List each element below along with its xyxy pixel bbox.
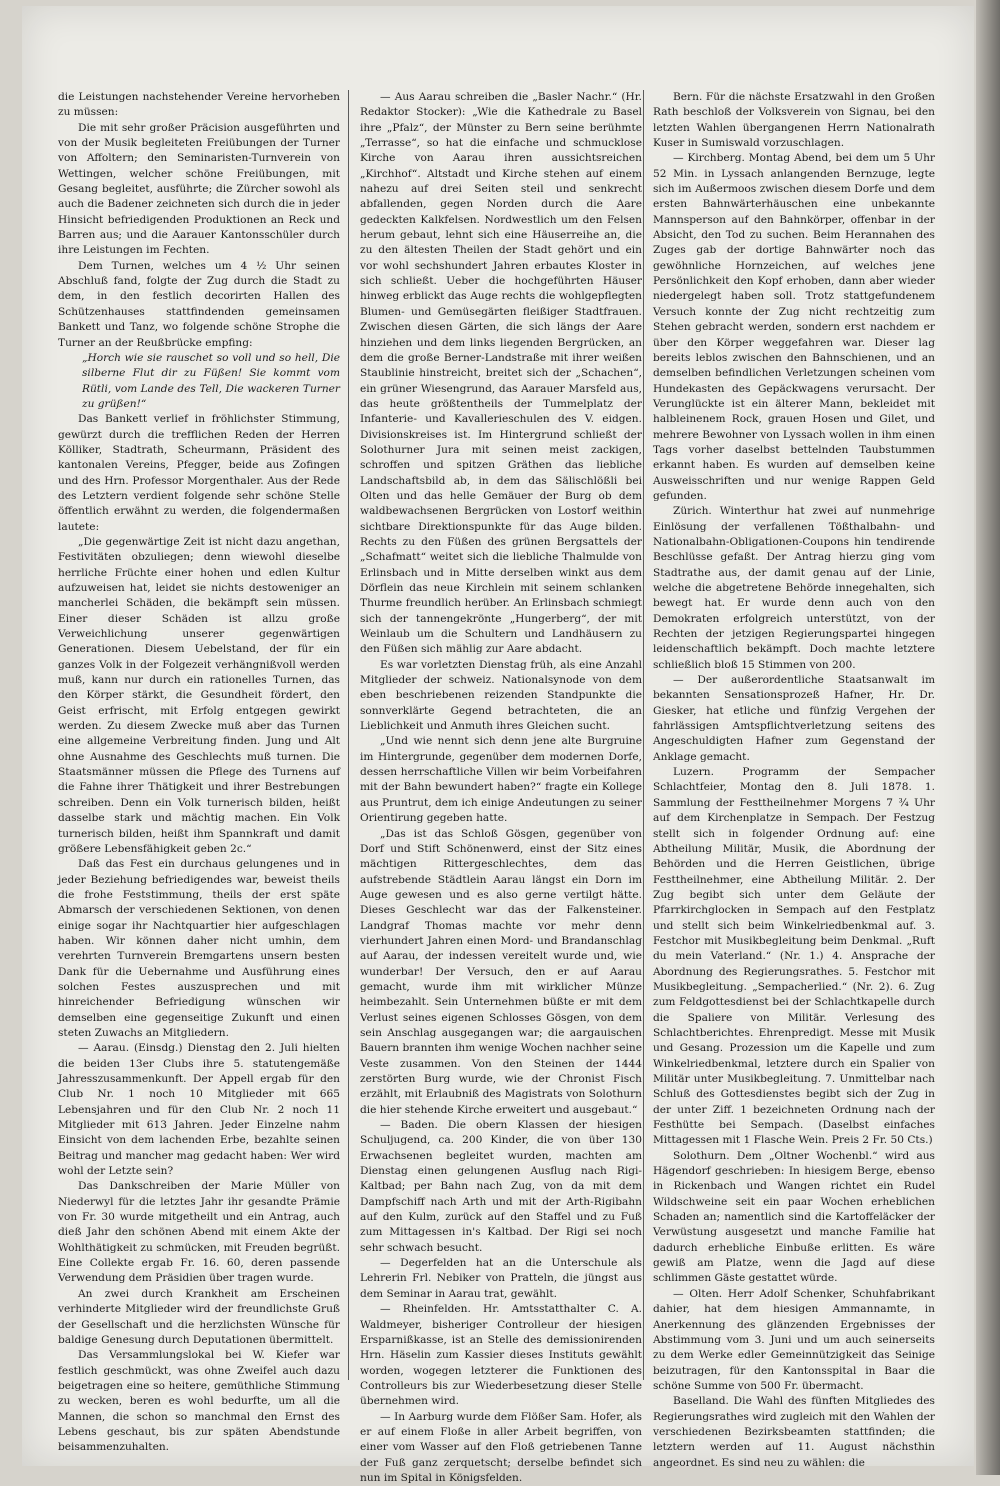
column-3	[653, 90, 935, 1469]
paragraph: — Aarau. (Einsdg.) Dienstag den 2. Juli hielten die beiden 13er Clubs ihre 5. statutengemäße Jahresszusammenkunft. Der Appell ergab für den Club Nr. 1 noch 10 Mitglieder mit 665 Lebensjahren und für den Club Nr. 2 noch 11 Mitglieder mit 613 Jahren. Jeder Einzelne nahm Einsicht von dem lachenden Erbe, bezahlte seinen Beitrag und mancher mag gedacht haben: Wer wird wohl der Letzte sein?	[58, 1042, 340, 1178]
paragraph: An zwei durch Krankheit am Erscheinen verhinderte Mitglieder wird der freundlichste Gruß der Gesellschaft und die herzlichsten Wünsche für baldige Genesung durch Deputationen übermittelt.	[58, 1287, 340, 1346]
paragraph: Das Bankett verlief in fröhlichster Stimmung, gewürzt durch die trefflichen Reden der Herren Kölliker, Stadtrath, Scheurmann, Präsident des kantonalen Vereins, Pfegger, beide aus Zofingen und des Hrn. Professor Morgenthaler. Aus der Rede des Letztern verdient folgende sehr schöne Stelle öffentlich erwähnt zu werden, die folgendermaßen lautete:	[58, 413, 340, 533]
paragraph: Luzern. Programm der Sempacher Schlachtfeier, Montag den 8. Juli 1878. 1. Sammlung der Festtheilnehmer Morgens 7 ¾ Uhr auf dem Kirchenplatze in Sempach. Der Festzug stellt sich in folgender Ordnung auf: eine Abtheilung Militär, Musik, die Abordnung der Behörden und die Herren Geistlichen, übrige Festtheilnehmer, eine Abtheilung Militär. 2. Der Zug begibt sich unter dem Geläute der Pfarrkirchglocken in Sempach auf den Festplatz und stellt sich beim Winkelriedbenkmal auf. 3. Festchor mit Musikbegleitung beim Denkmal. „Ruft du mein Vaterland.“ (Nr. 1.) 4. Ansprache der Abordnung des Regierungsrathes. 5. Festchor mit Musikbegleitung. „Sempacherlied.“ (Nr. 2). 6. Zug zum Feldgottesdienst bei der Schlachtkapelle durch die Spaliere von Militär. Verlesung des Schlachtberichtes. Ehrenpredigt. Messe mit Musik und Gesang. Prozession um die Kapelle und zum Winkelriedbenkmal, letztere durch ein Spalier von Militär unter Musikbegleitung. 7. Unmittelbar nach Schluß des Gottesdienstes begibt sich der Zug in der unter Ziff. 1 bezeichneten Ordnung nach der Festhütte bei Sempach. (Daselbst einfaches Mittagessen mit 1 Flasche Wein. Preis 2 Fr. 50 Cts.)	[653, 766, 935, 1147]
paragraph: — Rheinfelden. Hr. Amtsstatthalter C. A. Waldmeyer, bisheriger Controlleur der hiesigen Ersparnißkasse, ist an Stelle des demissionirenden Hrn. Häselin zum Kassier dieses Instituts gewählt worden, wogegen letzterer die Funktionen des Controlleurs bis zur Wiederbesetzung dieser Stelle übernehmen wird.	[360, 1303, 642, 1408]
paragraph: — In Aarburg wurde dem Flößer Sam. Hofer, als er auf einem Floße in aller Arbeit begriffen, von einer vom Wasser auf den Floß getriebenen Tanne der Fuß ganz zerquetscht; derselbe befindet sich nun im Spital in Königsfelden.	[360, 1410, 642, 1484]
paragraph: „Die gegenwärtige Zeit ist nicht dazu angethan, Festivitäten obzuliegen; denn wiewohl dieselbe herrliche Früchte einer hohen und edlen Kultur aufzuweisen hat, leidet sie nichts destoweniger an mancherlei Schäden, die bekämpft sein müssen. Einer dieser Schäden ist allzu große Verweichlichung unserer gegenwärtigen Generationen. Diesem Uebelstand, der für ein ganzes Volk in der Folgezeit verhängnißvoll werden muß, kann nur durch ein rationelles Turnen, das den Körper stärkt, die Gesundheit fördert, den Geist erfrischt, mit Erfolg entgegen gewirkt werden. Zu diesem Zwecke muß aber das Turnen eine allgemeine Verbreitung finden. Jung und Alt ohne Ausnahme des Geschlechts muß turnen. Die Staatsmänner müssen die Pflege des Turnens auf die Fahne ihrer Thätigkeit und ihrer Bestrebungen schreiben. Denn ein Volk turnerisch bilden, heißt dasselbe stark und mächtig machen. Ein Volk turnerisch bilden, heißt ihm Spannkraft und damit größere Lebensfähigkeit geben 2c.“	[58, 535, 340, 855]
column-rule	[643, 90, 644, 1380]
column-2	[360, 90, 642, 1484]
paragraph: — Kirchberg. Montag Abend, bei dem um 5 Uhr 52 Min. in Lyssach anlangenden Bernzuge, legte sich im Außermoos zwischen diesem Dorfe und dem ersten Bahnwärterhäuschen eine unbekannte Mannsperson auf den Bahnkörper, offenbar in der Absicht, den Tod zu suchen. Beim Herannahen des Zuges gab der dortige Bahnwärter noch das gewöhnliche Hornzeichen, auf welches jene Persönlichkeit den Kopf erhoben, dann aber wieder niedergelegt haben soll. Trotz stattgefundenem Versuch konnte der Zug nicht rechtzeitig zum Stehen gebracht werden, sondern erst nachdem er über den Körper weggefahren war. Dieser lag bereits leblos zwischen den Bahnschienen, und an demselben befindlichen Verletzungen scheinen vom Hundekasten des Gepäckwagens verursacht. Der Verunglückte ist ein älterer Mann, bekleidet mit halbleinenem Rock, grauen Hosen und Gilet, und mehrere Bewohner von Lyssach wollen in ihm einen Tags vorher daselbst bettelnden Taubstummen erkannt haben. Es wurden auf demselben keine Ausweisschriften und nur wenige Rappen Geld gefunden.	[653, 152, 935, 502]
paragraph: — Der außerordentliche Staatsanwalt im bekannten Sensationsprozeß Hafner, Hr. Dr. Giesker, hat etliche und fünfzig Vergehen der fahrlässigen Amtspflichtverletzung seitens des Angeschuldigten Hafner zum Gegenstand der Anklage gemacht.	[653, 674, 935, 763]
paragraph: Daß das Fest ein durchaus gelungenes und in jeder Beziehung befriedigendes war, beweist theils die frohe Feststimmung, theils der erst späte Abmarsch der verschiedenen Sektionen, von denen einige sogar ihr Nachtquartier hier aufgeschlagen haben. Wir können daher nicht umhin, dem verehrten Turnverein Bremgartens unsern besten Dank für die Uebernahme und Ausführung eines solchen Festes auszusprechen und mit hinreichender Befriedigung wünschen wir demselben eine gegenseitige Zukunft und einen steten Zuwachs an Mitgliedern.	[58, 858, 340, 1039]
paragraph: — Baden. Die obern Klassen der hiesigen Schuljugend, ca. 200 Kinder, die von über 130 Erwachsenen begleitet wurden, machten am Dienstag einen gelungenen Ausflug nach Rigi-Kaltbad; per Bahn nach Zug, von da mit dem Dampfschiff nach Arth und mit der Arth-Rigibahn auf den Kulm, zurück auf den Staffel und zu Fuß zum Mittagessen in's Kaltbad. Der Rigi sei noch sehr schwach besucht.	[360, 1119, 642, 1254]
paragraph: Es war vorletzten Dienstag früh, als eine Anzahl Mitglieder der schweiz. Nationalsynode von dem eben beschriebenen reizenden Standpunkte die sonnverklärte Gegend betrachteten, die an Lieblichkeit und Anmuth ihres Gleichen sucht.	[360, 658, 642, 733]
column-1	[58, 90, 340, 1454]
paragraph: Solothurn. Dem „Oltner Wochenbl.“ wird aus Hägendorf geschrieben: In hiesigem Berge, ebenso in Rickenbach und Wangen richtet ein Rudel Wildschweine seit ein paar Wochen erheblichen Schaden an; namentlich sind die Kartoffeläcker der Verwüstung ausgesetzt und manche Familie hat dadurch erhebliche Einbuße erlitten. Es wäre gewiß am Platze, wenn die Jagd auf diese schlimmen Gäste gestattet würde.	[653, 1149, 935, 1285]
paragraph: Zürich. Winterthur hat zwei auf nunmehrige Einlösung der verfallenen Tößthalbahn- und Nationalbahn-Obligationen-Coupons hin tendirende Beschlüsse gefaßt. Der Antrag hierzu ging vom Stadtrathe aus, der damit genau auf der Linie, welche die abgetretene Behörde innegehalten, sich bewegt hat. Er wurde denn auch von den Demokraten erfolgreich unterstützt, von der Rechten der jetzigen Regierungspartei hingegen leidenschaftlich bekämpft. Doch machte letztere schließlich bloß 15 Stimmen von 200.	[653, 505, 935, 671]
paragraph: Dem Turnen, welches um 4 ½ Uhr seinen Abschluß fand, folgte der Zug durch die Stadt zu dem, in den festlich decorirten Hallen des Schützenhauses stattfindenden gemeinsamen Bankett und Tanz, wo folgende schöne Strophe die Turner an der Reußbrücke empfing:	[58, 259, 340, 349]
paragraph: — Aus Aarau schreiben die „Basler Nachr.“ (Hr. Redaktor Stocker): „Wie die Kathedrale zu Basel ihre „Pfalz“, der Münster zu Bern seine berühmte „Terrasse“, so hat die einfache und schmucklose Kirche von Aarau ihren aussichtsreichen „Kirchhof“. Altstadt und Kirche stehen auf einem nahezu auf drei Seiten steil und senkrecht abfallenden, gegen Norden durch die Aare gedeckten Kalkfelsen. Nordwestlich um den Felsen herum gebaut, lehnt sich eine Häuserreihe an, die zu den ältesten Theilen der Stadt gehört und ein vor wohl sechshundert Jahren erbautes Kloster in sich schließt. Ueber die hochgeführten Häuser hinweg erblickt das Auge rechts die wohlgepflegten Blumen- und Gemüsegärten fleißiger Stadtfrauen. Zwischen diesen Gärten, die sich längs der Aare hinziehen und dem links liegenden Bergrücken, an dem die große Berner-Landstraße mit ihrer weißen Staublinie hinstreicht, breitet sich der „Schachen“, ein grüner Wiesengrund, das Aarauer Marsfeld aus, das heute größtentheils der Tummelplatz der Infanterie- und Kavallerieschulen des V. eidgen. Divisionskreises ist. Im Hintergrund schließt der Solothurner Jura mit seinen meist zackigen, schroffen und spitzen Gräthen das liebliche Landschaftsbild ab, in dem das Sälischlößli bei Olten und das helle Gemäuer der Burg ob dem waldbewachsenen Bergrücken von Lostorf weithin sichtbare Direktionspunkte für das Auge bilden. Rechts zu den Füßen des grünen Bergsattels der „Schafmatt“ weitet sich die liebliche Thalmulde von Erlinsbach und in Mitte derselben winkt aus dem Dörflein das neue Kirchlein mit seinem schlanken Thurme freundlich herüber. An Erlinsbach schmiegt sich der tannengekrönte „Hungerberg“, der mit Weinlaub um die Schultern und Landhäusern zu den Füßen sich mählig zur Aare abdacht.	[360, 91, 642, 656]
paragraph: „Und wie nennt sich denn jene alte Burgruine im Hintergrunde, gegenüber dem modernen Dorfe, dessen herrschaftliche Villen wir beim Vorbeifahren mit der Bahn bewundert haben?“ fragte ein Kollege aus Pruntrut, dem ich einige Andeutungen zu seiner Orientirung gegeben hatte.	[360, 735, 642, 825]
paragraph: Das Dankschreiben der Marie Müller von Niederwyl für die letztes Jahr ihr gesandte Prämie von Fr. 30 wurde mitgetheilt und ein Antrag, auch dieß Jahr den schönen Abend mit einem Akte der Wohlthätigkeit zu schmücken, mit Freuden begrüßt. Eine Collekte ergab Fr. 16. 60, deren passende Verwendung dem Präsidien über tragen wurde.	[58, 1180, 340, 1285]
page-edge	[976, 0, 1000, 1475]
column-rule	[348, 90, 349, 1380]
paragraph: Das Versammlungslokal bei W. Kiefer war festlich geschmückt, was ohne Zweifel auch dazu beigetragen eine so heitere, gemüthliche Stimmung zu wecken, beren es wohl bedurfte, um all die Mannen, die schon so manchmal den Ernst des Lebens geschaut, bis zur späten Abendstunde beisammenzuhalten.	[58, 1349, 340, 1454]
paragraph: die Leistungen nachstehender Vereine hervorheben zu müssen:	[58, 91, 340, 119]
paragraph: „Das ist das Schloß Gösgen, gegenüber von Dorf und Stift Schönenwerd, einst der Sitz eines mächtigen Rittergeschlechtes, dem das aufstrebende Städtlein Aarau längst ein Dorn im Auge gewesen und es also gerne vertilgt hätte. Dieses Geschlecht war das der Falkensteiner. Landgraf Thomas machte vor mehr denn vierhundert Jahren einen Mord- und Brandanschlag auf Aarau, der indessen vereitelt wurde und, wie wunderbar! Der Versuch, den er auf Aarau gemacht, wurde ihm mit wirklicher Münze heimbezahlt. Sein Unternehmen büßte er mit dem Verlust seines eigenen Schlosses Gösgen, von dem sein Anschlag ausgegangen war; die aargauischen Bauern brannten ihm wenige Wochen nachher seine Veste zusammen. Von den Steinen der 1444 zerstörten Burg wurde, wie der Chronist Fisch erzählt, mit Erlaubniß des Magistrats von Solothurn die hier stehende Kirche erweitert und ausgebaut.“	[360, 827, 642, 1116]
paragraph: Bern. Für die nächste Ersatzwahl in den Großen Rath beschloß der Volksverein von Signau, bei den letzten Wahlen übergangenen Herrn Nationalrath Kuser in Sumiswald vorzuschlagen.	[653, 91, 935, 150]
paragraph: Baselland. Die Wahl des fünften Mitgliedes des Regierungsrathes wird zugleich mit den Wahlen der verschiedenen Bezirksbeamten stattfinden; die letztern werden auf 11. August nächsthin angeordnet. Es sind neu zu wählen: die	[653, 1395, 935, 1469]
paragraph: — Olten. Herr Adolf Schenker, Schuhfabrikant dahier, hat dem hiesigen Ammannamte, in Anerkennung des glänzenden Ergebnisses der Abstimmung vom 3. Juni und um auch seinerseits zu dem Werke edler Gemeinnützigkeit das Seinige beizutragen, für den Kantonsspital in Baar die schöne Summe von 500 Fr. übermacht.	[653, 1287, 935, 1392]
verse: „Horch wie sie rauschet so voll und so hell, Die silberne Flut dir zu Füßen! Sie kommt vom Rütli, vom Lande des Tell, Die wackeren Turner zu grüßen!“	[82, 351, 340, 410]
paragraph: — Degerfelden hat an die Unterschule als Lehrerin Frl. Nebiker von Pratteln, die jüngst aus dem Seminar in Aarau trat, gewählt.	[360, 1257, 642, 1300]
paragraph: Die mit sehr großer Präcision ausgeführten und von der Musik begleiteten Freiübungen der Turner von Affoltern; den Seminaristen-Turnverein von Wettingen, welcher schöne Freiübungen, mit Gesang begleitet, ausführte; die Zürcher sowohl als auch die Badener zeichneten sich durch die in jeder Hinsicht befriedigenden Produktionen an Reck und Barren aus; und die Aarauer Kantonsschüler durch ihre Leistungen im Fechten.	[58, 121, 340, 257]
